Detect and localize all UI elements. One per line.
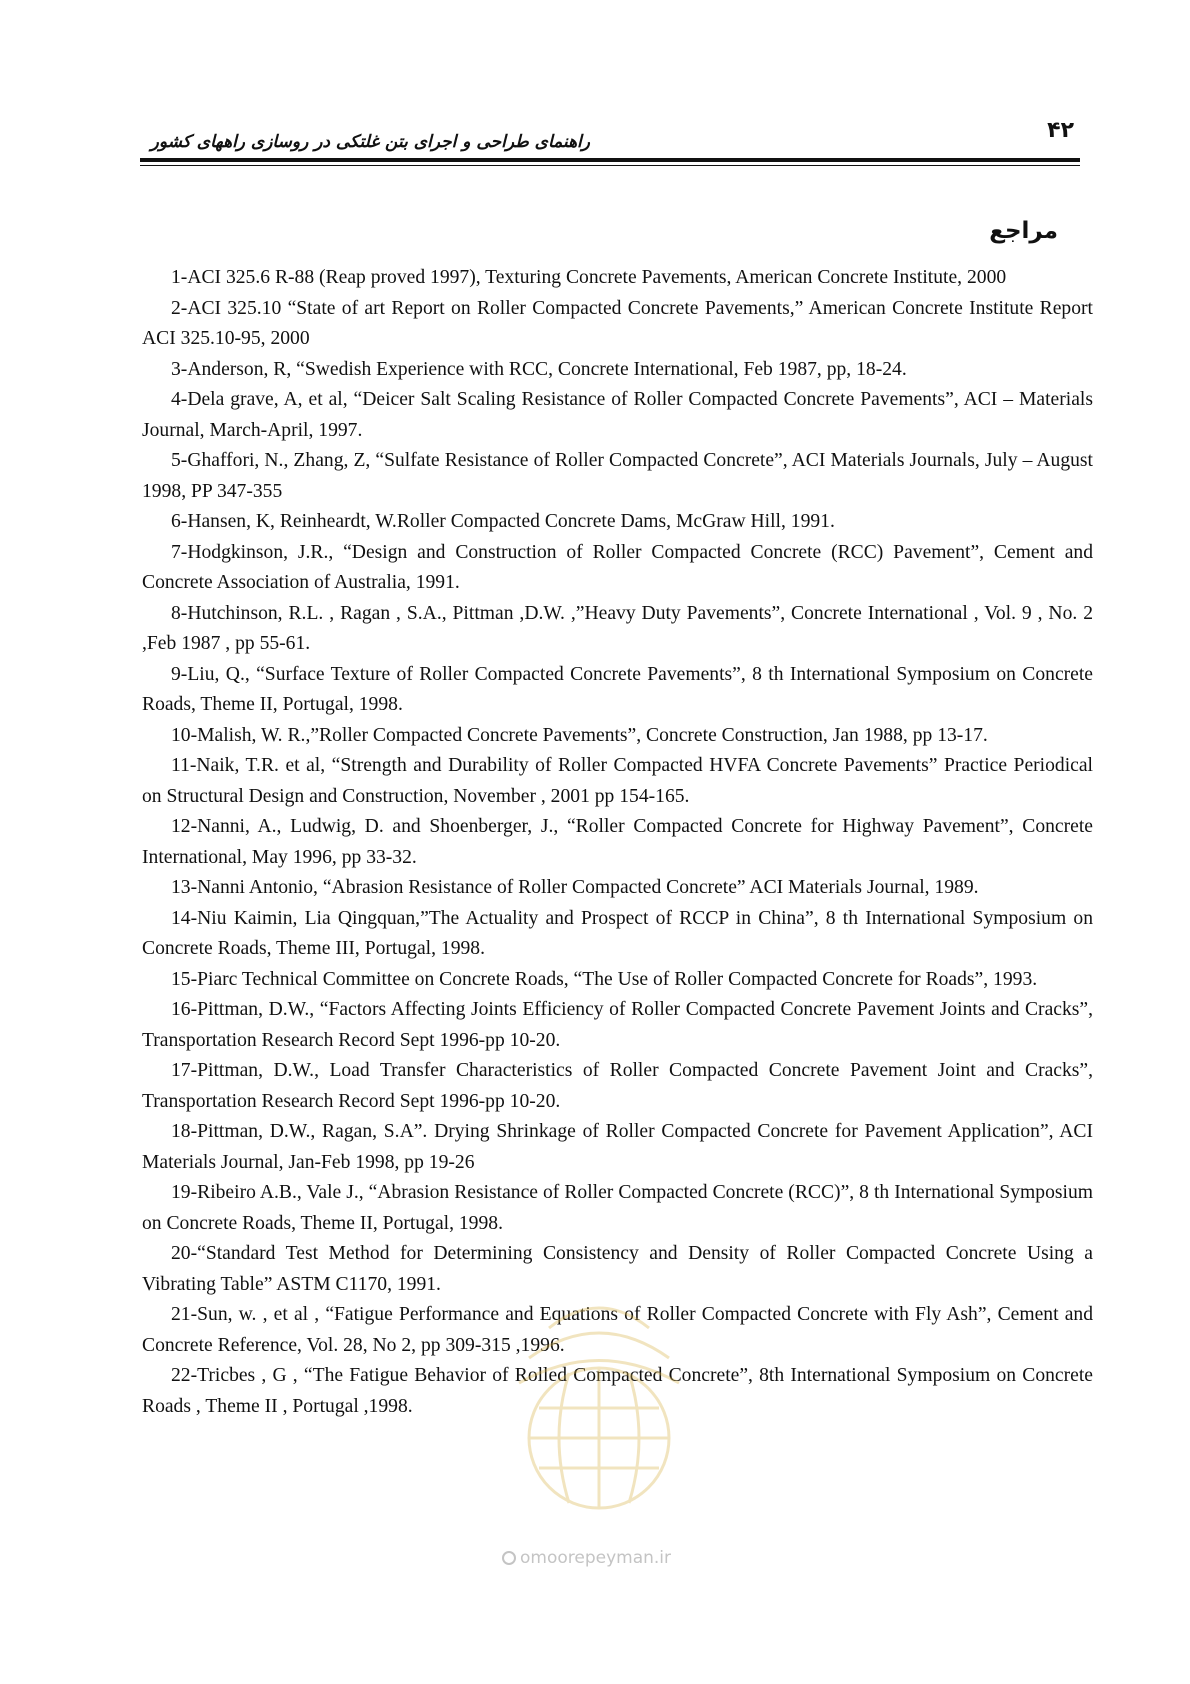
reference-item: 11-Naik, T.R. et al, “Strength and Durability of Roller Compacted HVFA Concrete Pavements” Practice Periodical on Structural Design and Construction, November , 2001 pp 154-165.: [142, 755, 1093, 807]
watermark-url-text: omoorepeyman.ir: [520, 1548, 672, 1568]
reference-item: 21-Sun, w. , et al , “Fatigue Performance and Equations of Roller Compacted Concrete with Fly Ash”, Cement and Concrete Reference, Vol. 28, No 2, pp 309-315 ,1996.: [142, 1304, 1093, 1356]
running-title: راهنمای طراحی و اجرای بتن غلتکی در روسازی راههای کشور: [150, 132, 590, 152]
reference-item: 1-ACI 325.6 R-88 (Reap proved 1997), Texturing Concrete Pavements, American Concrete Institute, 2000: [171, 267, 1007, 288]
reference-item: 15-Piarc Technical Committee on Concrete Roads, “The Use of Roller Compacted Concrete for Roads”, 1993.: [171, 968, 1038, 990]
header-rule-thin: [140, 165, 1080, 166]
reference-item: 5-Ghaffori, N., Zhang, Z, “Sulfate Resistance of Roller Compacted Concrete”, ACI Materials Journals, July – August 1998, PP 347-355: [142, 450, 1093, 502]
reference-item: 6-Hansen, K, Reinheardt, W.Roller Compacted Concrete Dams, McGraw Hill, 1991.: [171, 511, 835, 532]
reference-item: 10-Malish, W. R.,”Roller Compacted Concrete Pavements”, Concrete Construction, Jan 1988, pp 13-17.: [171, 724, 988, 746]
section-title: مراجع: [989, 218, 1058, 244]
watermark-emblem: [489, 1288, 709, 1528]
reference-item: 12-Nanni, A., Ludwig, D. and Shoenberger, J., “Roller Compacted Concrete for Highway Pavement”, Concrete International, May 1996, pp 33-32.: [142, 816, 1093, 868]
reference-item: 14-Niu Kaimin, Lia Qingquan,”The Actuality and Prospect of RCCP in China”, 8 th International Symposium on Concrete Roads, Theme III, Portugal, 1998.: [142, 907, 1093, 959]
reference-item: 9-Liu, Q., “Surface Texture of Roller Compacted Concrete Pavements”, 8 th International Symposium on Concrete Roads, Theme II, Portugal, 1998.: [142, 663, 1093, 715]
reference-item: 2-ACI 325.10 “State of art Report on Roller Compacted Concrete Pavements,” American Concrete Institute Report ACI 325.10-95, 2000: [142, 297, 1093, 349]
reference-item: 13-Nanni Antonio, “Abrasion Resistance of Roller Compacted Concrete” ACI Materials Journal, 1989.: [171, 877, 979, 898]
globe-icon: [502, 1551, 516, 1565]
reference-item: 3-Anderson, R, “Swedish Experience with RCC, Concrete International, Feb 1987, pp, 18-24.: [171, 358, 907, 380]
reference-item: 16-Pittman, D.W., “Factors Affecting Joints Efficiency of Roller Compacted Concrete Pavement Joints and Cracks”, Transportation Research Record Sept 1996-pp 10-20.: [142, 999, 1093, 1051]
reference-item: 17-Pittman, D.W., Load Transfer Characteristics of Roller Compacted Concrete Pavement Joint and Cracks”, Transportation Research Record Sept 1996-pp 10-20.: [142, 1060, 1093, 1112]
watermark-url: [502, 1548, 671, 1568]
reference-list: [142, 263, 1093, 1422]
header-rule-thick: [140, 158, 1080, 162]
reference-item: 7-Hodgkinson, J.R., “Design and Construction of Roller Compacted Concrete (RCC) Pavement”, Cement and Concrete Association of Australia, 1991.: [142, 541, 1093, 593]
reference-item: 20-“Standard Test Method for Determining Consistency and Density of Roller Compacted Concrete Using a Vibrating Table” ASTM C1170, 1991.: [142, 1243, 1093, 1295]
reference-item: 22-Tricbes , G , “The Fatigue Behavior of Rolled Compacted Concrete”, 8th International Symposium on Concrete Roads , Theme II , Portugal ,1998.: [142, 1365, 1093, 1417]
reference-item: 19-Ribeiro A.B., Vale J., “Abrasion Resistance of Roller Compacted Concrete (RCC)”, 8 th International Symposium on Concrete Roads, Theme II, Portugal, 1998.: [142, 1182, 1093, 1234]
reference-item: 18-Pittman, D.W., Ragan, S.A”. Drying Shrinkage of Roller Compacted Concrete for Pavement Application”, ACI Materials Journal, Jan-Feb 1998, pp 19-26: [142, 1121, 1093, 1173]
reference-item: 8-Hutchinson, R.L. , Ragan , S.A., Pittman ,D.W. ,”Heavy Duty Pavements”, Concrete International , Vol. 9 , No. 2 ,Feb 1987 , pp 55-61.: [142, 602, 1093, 654]
reference-item: 4-Dela grave, A, et al, “Deicer Salt Scaling Resistance of Roller Compacted Concrete Pavements”, ACI – Materials Journal, March-April, 1997.: [142, 389, 1093, 441]
page-number: ۴۲: [1047, 118, 1074, 143]
page-header: [140, 118, 1080, 174]
